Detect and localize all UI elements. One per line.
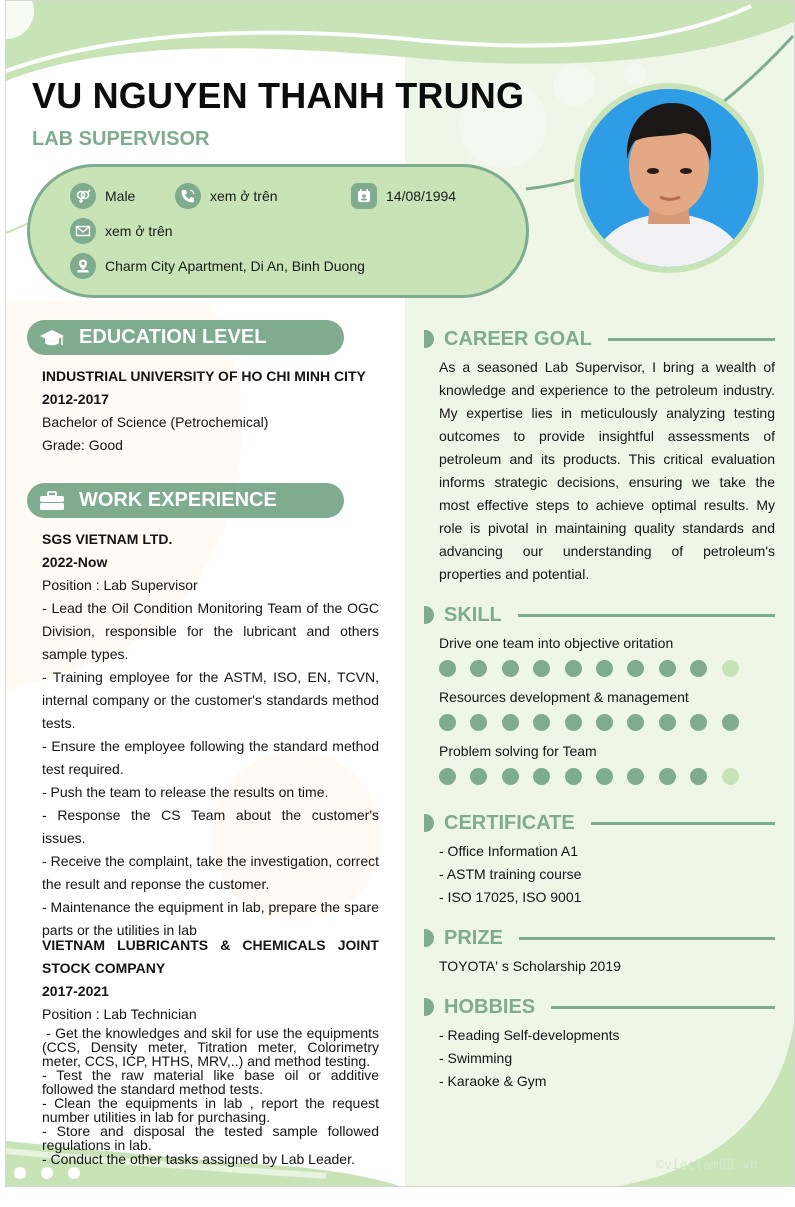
company-name: VIETNAM LUBRICANTS & CHEMICALS JOINT STOCK COMPANY — [42, 937, 379, 976]
skill-label: Problem solving for Team — [439, 743, 597, 759]
degree: Bachelor of Science (Petrochemical) — [42, 414, 269, 430]
job-duty: - Receive the complaint, take the investigation, correct the result and reponse the customer. — [42, 853, 379, 892]
hobby-item: - Swimming — [439, 1050, 513, 1066]
company-name: SGS VIETNAM LTD. — [42, 531, 173, 547]
half-circle-icon — [424, 330, 434, 348]
divider-line — [591, 822, 775, 825]
job-duty: - Lead the Oil Condition Monitoring Team of the OGC Division, responsible for the lubricant and others sample types. — [42, 600, 379, 662]
rating-dot-filled — [502, 660, 519, 677]
prize-section-header — [424, 925, 775, 951]
contact-email — [70, 218, 173, 244]
person-portrait-icon — [580, 89, 758, 267]
work-experience-section-header — [27, 483, 344, 518]
rating-dot-filled — [659, 768, 676, 785]
divider-line — [608, 338, 775, 341]
job-duty: - Response the CS Team about the customer's issues. — [42, 807, 379, 846]
divider-line — [518, 614, 775, 617]
location-icon — [70, 253, 96, 279]
education-years: 2012-2017 — [42, 391, 109, 407]
job-duty: - Clean the equipments in lab , report the request number utilities in lab for purchasing. — [42, 1095, 379, 1125]
grade: Grade: Good — [42, 437, 123, 453]
contact-gender — [70, 183, 135, 209]
prize-heading: PRIZE — [444, 926, 503, 949]
contact-address — [70, 253, 365, 279]
skill-rating — [439, 768, 753, 785]
job-duty: - Test the raw material like base oil or additive followed the standard method tests. — [42, 1067, 379, 1097]
job-position: Position : Lab Supervisor — [42, 577, 198, 593]
certificate-section-header — [424, 810, 775, 836]
rating-dot-filled — [690, 660, 707, 677]
career-goal-heading: CAREER GOAL — [444, 327, 592, 350]
watermark: ©vieclam88.vn — [656, 1158, 758, 1173]
job-duty: - Push the team to release the results on time. — [42, 784, 329, 800]
rating-dot-filled — [502, 714, 519, 731]
job-duty: - Store and disposal the tested sample followed regulations in lab. — [42, 1123, 379, 1153]
school-name: INDUSTRIAL UNIVERSITY OF HO CHI MINH CITY — [42, 368, 366, 384]
career-goal-section-header — [424, 326, 775, 352]
email-icon — [70, 218, 96, 244]
profile-photo — [574, 83, 764, 273]
half-circle-icon — [424, 814, 434, 832]
rating-dot-filled — [533, 768, 550, 785]
rating-dot-filled — [596, 714, 613, 731]
contact-birthday — [351, 183, 456, 209]
hobbies-section-header — [424, 994, 775, 1020]
rating-dot-filled — [470, 714, 487, 731]
job-duty: - Conduct the other tasks assigned by Lab Leader. — [42, 1151, 355, 1167]
phone-value: xem ở trên — [210, 188, 278, 204]
rating-dot-filled — [627, 714, 644, 731]
certificate-heading: CERTIFICATE — [444, 811, 575, 834]
rating-dot-filled — [690, 714, 707, 731]
rating-dot-filled — [659, 660, 676, 677]
rating-dot-filled — [627, 768, 644, 785]
job-duty: - Training employee for the ASTM, ISO, EN, TCVN, internal company or the customer's standards method tests. — [42, 669, 379, 731]
email-value: xem ở trên — [105, 223, 173, 239]
candidate-name: VU NGUYEN THANH TRUNG — [32, 75, 525, 116]
birthday-value: 14/08/1994 — [386, 188, 457, 204]
rating-dot-filled — [659, 714, 676, 731]
job-position: Position : Lab Technician — [42, 1006, 197, 1022]
hobbies-heading: HOBBIES — [444, 995, 536, 1018]
job-duty: - Ensure the employee following the standard method test required. — [42, 738, 379, 777]
education-heading: EDUCATION LEVEL — [79, 326, 267, 348]
calendar-icon — [351, 183, 377, 209]
half-circle-icon — [424, 606, 434, 624]
divider-line — [551, 1006, 775, 1009]
graduation-cap-icon — [39, 327, 65, 349]
rating-dot-filled — [596, 660, 613, 677]
rating-dot-filled — [565, 660, 582, 677]
hobby-item: - Karaoke & Gym — [439, 1073, 547, 1089]
hobbies-list — [439, 1024, 775, 1093]
job-duty: - Maintenance the equipment in lab, prepare the spare parts or the utilities in lab — [42, 899, 379, 938]
hobby-item: - Reading Self-developments — [439, 1027, 620, 1043]
rating-dot-empty — [722, 660, 739, 677]
rating-dot-filled — [596, 768, 613, 785]
gender-icon — [70, 183, 96, 209]
certificate-item: - Office Information A1 — [439, 843, 579, 859]
rating-dot-filled — [565, 714, 582, 731]
divider-line — [519, 937, 775, 940]
rating-dot-filled — [565, 768, 582, 785]
certificate-item: - ISO 17025, ISO 9001 — [439, 889, 582, 905]
skill-rating — [439, 660, 753, 677]
prize-item: TOYOTA' s Scholarship 2019 — [439, 958, 621, 974]
rating-dot-filled — [439, 768, 456, 785]
rating-dot-filled — [470, 660, 487, 677]
contact-phone — [175, 183, 278, 209]
career-goal-text: As a seasoned Lab Supervisor, I bring a wealth of knowledge and experience to the petroleum industry. My expertise lies in meticulously analyzing testing outcomes to provide insightful assessments of petroleum and its products. This critical evaluation informs strategic decisions, ensuring we take the most effective steps to achieve optimal results. My role is pivotal in maintaining quality standards and advancing our understanding of petroleum's properties and potential. — [439, 359, 775, 582]
certificate-item: - ASTM training course — [439, 866, 582, 882]
job-duty: - Get the knowledges and skil for use the equipments (CCS, Density meter, Titration meter, Colorimetry meter, CCS, ICP, HTHS, MRV,..) and method testing. — [42, 1025, 383, 1069]
rating-dot-filled — [533, 660, 550, 677]
job-title: LAB SUPERVISOR — [32, 128, 210, 150]
rating-dot-empty — [722, 768, 739, 785]
rating-dot-filled — [533, 714, 550, 731]
job-period: 2017-2021 — [42, 983, 109, 999]
half-circle-icon — [424, 929, 434, 947]
rating-dot-filled — [470, 768, 487, 785]
rating-dot-filled — [722, 714, 739, 731]
rating-dot-filled — [439, 660, 456, 677]
gender-value: Male — [105, 188, 136, 204]
skill-label: Drive one team into objective oritation — [439, 635, 674, 651]
prize-list — [439, 955, 775, 978]
contact-info-panel — [27, 164, 529, 298]
skill-rating — [439, 714, 753, 731]
rating-dot-filled — [439, 714, 456, 731]
briefcase-icon — [39, 490, 65, 512]
skill-heading: SKILL — [444, 603, 502, 626]
job-entry-1 — [42, 528, 379, 942]
education-section-header — [27, 320, 344, 355]
phone-icon — [175, 183, 201, 209]
education-entry — [42, 365, 379, 457]
half-circle-icon — [424, 998, 434, 1016]
certificate-list — [439, 840, 775, 909]
skill-label: Resources development & management — [439, 689, 689, 705]
job-entry-2 — [42, 934, 383, 1167]
rating-dot-filled — [690, 768, 707, 785]
skill-section-header — [424, 602, 775, 628]
cv-page — [5, 0, 795, 1187]
job-period: 2022-Now — [42, 554, 108, 570]
work-experience-heading: WORK EXPERIENCE — [79, 489, 277, 511]
rating-dot-filled — [502, 768, 519, 785]
address-value: Charm City Apartment, Di An, Binh Duong — [105, 258, 365, 274]
rating-dot-filled — [627, 660, 644, 677]
